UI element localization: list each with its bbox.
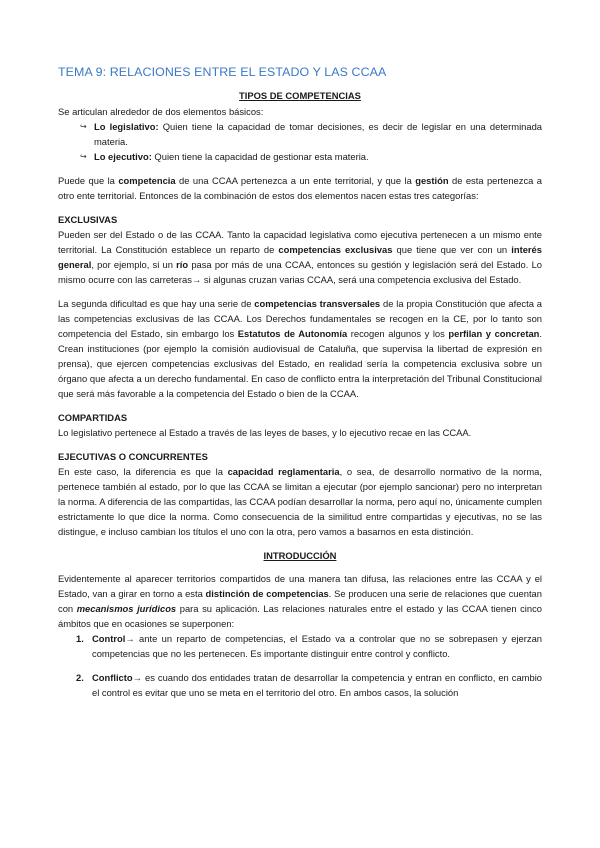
paragraph-intro: Se articulan alrededor de dos elementos básicos:	[58, 106, 264, 117]
list-item	[76, 631, 542, 661]
text-run: pasa por más de una CCAA, entonces su gestión y legislación será del Estado. Lo mismo ocurre con las carreteras→ si algunas cruzan varias CCAA, será una competencia exclusiva del Estado.	[58, 259, 543, 285]
paragraph-transversales	[58, 296, 542, 401]
list-number: 2.	[76, 672, 84, 683]
ambitos-list	[58, 631, 542, 700]
text-run: , o sea, de desarrollo normativo de la norma, pertenece también al estado, por lo que las CCAA se limitan a ejecutar (por ejemplo sancionar) pero no interpretan la norma. A diferencia de las compartidas, las CCAA podían desarrollar la norma, pero aquí no, únicamente cumplen estrictamente lo que dice la norma. Como consecuencia de la similitud entre compartidas y ejecutivas, no se las distingue, e incluso cambian los títulos el uno con la otra, pero vamos a basarnos en esta distinción.	[58, 466, 542, 537]
list-item-text: → es cuando dos entidades tratan de desarrollar la competencia y entran en conflicto, en cambio el control es evitar que uno se meta en el territorio del otro. En ambos casos, la solución	[92, 672, 542, 698]
text-run: recogen algunos y los	[347, 328, 449, 339]
text-run: . Crean instituciones (por ejemplo la comisión audiovisual de Cataluña, que supervisa la libertad de expresión en prensa), que ejercen competencias exclusivas del Estado, en realidad sería la competencia exclusiva sobre un órgano que afecta a un derecho fundamental. En caso de conflicto entra la interpretación del Tribunal Constitucional que será más favorable a la competencia del Estado o bien de la CCAA.	[58, 328, 543, 399]
bold-term: capacidad reglamentaria	[227, 466, 340, 477]
list-item-term: Lo legislativo:	[94, 121, 159, 132]
list-item	[76, 670, 542, 700]
list-item-text: Quien tiene la capacidad de gestionar esta materia.	[151, 151, 369, 162]
text-run: de una CCAA pertenezca a un ente territorial, y que la	[175, 175, 416, 186]
list-item-text: → ante un reparto de competencias, el Estado va a controlar que no se sobrepasen y ejerzan competencias que no les pertenecen. Es importante distinguir entre control y conflicto.	[92, 633, 542, 659]
list-item-text: Quien tiene la capacidad de tomar decisiones, es decir de legislar en una determinada materia.	[94, 121, 543, 147]
bold-term: Estatutos de Autonomía	[237, 328, 348, 339]
bold-term: gestión	[415, 175, 449, 186]
document-title: TEMA 9: RELACIONES ENTRE EL ESTADO Y LAS CCAA	[58, 65, 387, 79]
arrow-icon: ↪	[80, 152, 87, 161]
heading-exclusivas: EXCLUSIVAS	[58, 214, 118, 225]
list-item	[80, 149, 542, 164]
text-run: de la propia Constitución que afecta a las competencias exclusivas de las CCAA. Los Derechos fundamentales se recogen en la CE, por lo tanto son competencia del Estado, sin embargo los	[58, 298, 542, 339]
heading-tipos-competencias: TIPOS DE COMPETENCIAS	[239, 90, 361, 101]
elements-list	[58, 119, 542, 164]
text-run: Pueden ser del Estado o de las CCAA. Tanto la capacidad legislativa como ejecutiva pertenecen a un mismo ente territorial. La Constitución establece un reparto de	[58, 229, 542, 255]
heading-compartidas: COMPARTIDAS	[58, 412, 128, 423]
list-item-term: Lo ejecutivo:	[94, 151, 152, 162]
bold-term: competencia	[118, 175, 176, 186]
bold-term: distinción de competencias	[205, 588, 329, 599]
list-item-term: Control	[92, 633, 126, 644]
list-item-term: Conflicto	[92, 672, 133, 683]
bold-term: río	[176, 259, 189, 270]
list-number: 1.	[76, 633, 84, 644]
paragraph-ejecutivas	[58, 464, 542, 539]
paragraph-exclusivas	[58, 227, 542, 287]
text-run: Evidentemente al aparecer territorios compartidos de una manera tan difusa, las relaciones entre las CCAA y el Estado, van a girar en torno a esta	[58, 573, 542, 599]
text-run: La segunda dificultad es que hay una serie de	[58, 298, 255, 309]
paragraph-categorias	[58, 173, 542, 203]
text-run: que tiene que ver con un	[392, 244, 512, 255]
text-run: para su aplicación. Las relaciones naturales entre el estado y las CCAA tienen cinco ámbitos que en ocasiones se superponen:	[58, 603, 542, 629]
bold-term: perfilan y concretan	[448, 328, 540, 339]
bold-term: competencias exclusivas	[278, 244, 393, 255]
text-run: . Se producen una serie de relaciones que cuentan con	[58, 588, 542, 614]
text-run: En este caso, la diferencia es que la	[58, 466, 228, 477]
bold-term: competencias transversales	[254, 298, 381, 309]
bold-term: interés general	[58, 244, 542, 270]
list-item	[80, 119, 542, 149]
text-run: , por ejemplo, si un	[91, 259, 177, 270]
heading-introduccion: INTRODUCCIÓN	[263, 550, 337, 561]
text-run: Puede que la	[58, 175, 119, 186]
arrow-icon: ↪	[80, 122, 87, 131]
heading-ejecutivas: EJECUTIVAS O CONCURRENTES	[58, 451, 208, 462]
bold-italic-term: mecanismos jurídicos	[76, 603, 177, 614]
paragraph-compartidas: Lo legislativo pertenece al Estado a través de las leyes de bases, y lo ejecutivo recae en las CCAA.	[58, 427, 472, 438]
paragraph-introduccion	[58, 571, 542, 631]
text-run: de esta pertenezca a otro ente territorial. Entonces de la combinación de estos dos elementos nacen estas tres categorías:	[58, 175, 542, 201]
